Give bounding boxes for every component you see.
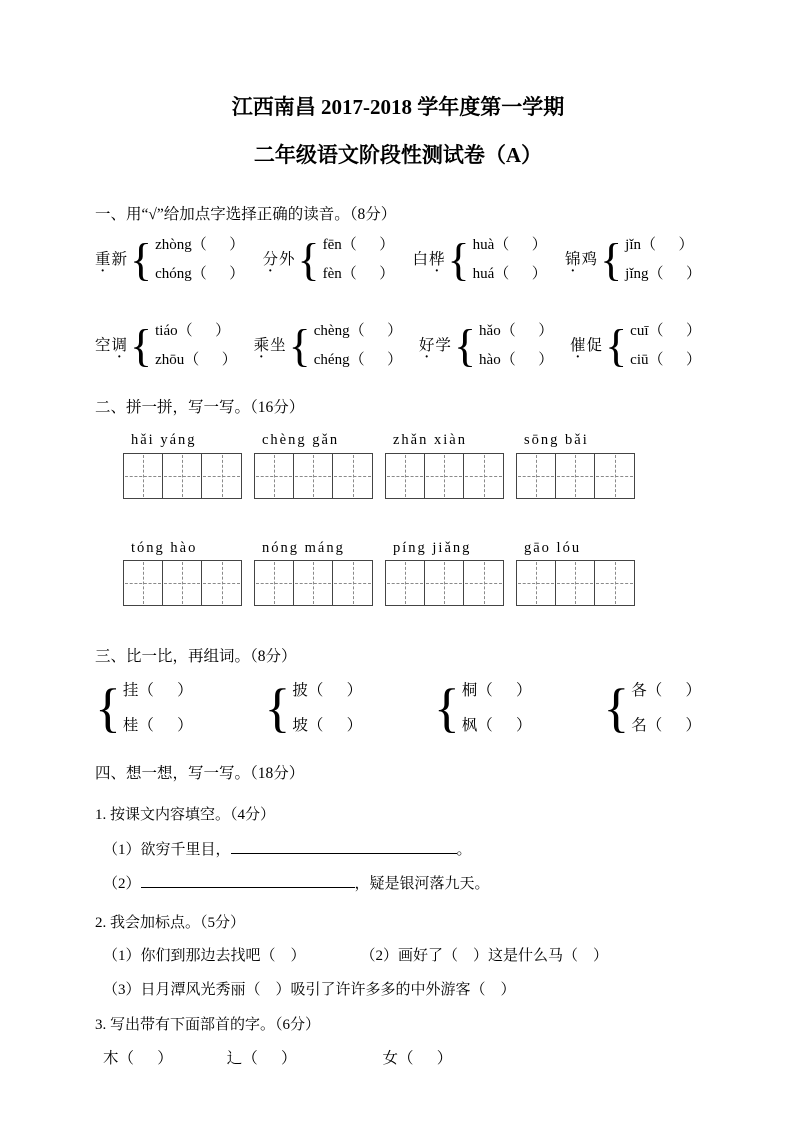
pinyin-write-item [516,539,635,607]
word-char: 重 [95,251,112,269]
pinyin-write-item [516,431,635,499]
fill-blank-line-2 [95,874,701,895]
writing-grid [385,453,504,499]
answer-blank-1 [231,840,457,854]
pinyin-choice-group [419,321,553,371]
target-word [419,335,452,357]
brace-glyph: { [130,234,153,286]
brace-glyph: { [264,678,291,739]
writing-cell [163,561,202,605]
compare-word: 披（ ） [292,681,363,699]
writing-cell [595,454,634,498]
compare-pair [434,680,532,737]
answer-blank-2 [141,874,355,888]
pinyin-options [314,321,402,371]
target-word [570,335,603,357]
writing-cell [255,454,294,498]
paper-title-line2: 二年级语文阶段性测试卷（A） [253,143,543,168]
pinyin-option: cuī（ ） [630,323,701,340]
pinyin-option: chéng（ ） [313,352,403,369]
writing-cell [202,454,241,498]
writing-grid [123,453,242,499]
compare-word: 名（ ） [631,717,701,735]
writing-cell [425,561,464,605]
pinyin-choice-group [254,321,402,371]
writing-cell [425,454,464,498]
brace-glyph: { [603,678,630,739]
pinyin-choice-group [570,321,701,371]
writing-cell [556,454,595,498]
pinyin-write-item [123,539,242,607]
word-char: 鸡 [581,251,599,269]
word-char: 白 [412,251,430,269]
pinyin-option: chèng（ ） [313,323,403,340]
fill-blank-1-suffix: 。 [456,841,472,858]
compare-word: 桐（ ） [461,681,532,699]
target-word [413,249,446,271]
word-char: 乘 [253,337,271,355]
pinyin-option: chóng（ ） [155,266,245,283]
compare-pair [603,680,701,737]
writing-cell [517,454,556,498]
pinyin-options [155,235,244,285]
word-char: 新 [111,251,129,269]
brace-glyph: { [130,320,153,372]
compare-pairs-row [95,680,701,737]
writing-grid [254,560,373,606]
pinyin-option: jǐng（ ） [625,266,701,283]
brace-glyph: { [447,234,470,286]
writing-cell [556,561,595,605]
pinyin-choice-group [95,321,237,371]
word-char: 促 [586,337,604,355]
compare-words [123,680,193,737]
writing-cell [517,561,556,605]
target-word [263,249,296,271]
pinyin-option: hǎo（ ） [479,323,554,340]
pinyin-option: fēn（ ） [322,237,395,254]
brace-glyph: { [95,678,121,739]
word-char: 调 [111,337,129,355]
compare-word: 挂（ ） [122,681,193,699]
pinyin-write-item [254,431,373,499]
pinyin-options [155,321,237,371]
word-char: 学 [435,337,452,355]
fill-blank-2-prefix: （2） [103,875,141,892]
pinyin-choice-row-1 [95,235,701,285]
word-char: 桦 [429,251,446,269]
pinyin-write-item [254,539,373,607]
section1-heading: 一、用“√”给加点字选择正确的读音。（8分） [95,205,397,223]
brace-glyph: { [453,320,477,372]
pinyin-options [323,235,395,285]
writing-grid [123,560,242,606]
brace-glyph: { [605,320,628,372]
pinyin-choice-group [263,235,395,285]
pinyin-option: zhōu（ ） [155,352,237,369]
pinyin-option: jǐn（ ） [625,237,694,254]
compare-pair [95,680,193,737]
pinyin-write-row-2 [95,539,701,607]
word-char: 空 [95,337,112,355]
pinyin-options [625,235,701,285]
fill-blank-line-1 [95,840,701,861]
pinyin-write-row-1 [95,431,701,499]
pinyin-label: sōng bǎi [524,431,589,448]
pinyin-option: tiáo（ ） [155,323,231,340]
target-word [95,249,128,271]
fill-blank-2-suffix: ，疑是银河落九天。 [354,875,490,892]
word-char: 坐 [270,337,287,355]
pinyin-choice-group [95,235,244,285]
target-word [254,335,287,357]
fill-blank-1-prefix: （1）欲穷千里目， [103,841,231,858]
section2-heading: 二、拼一拼，写一写。（16分） [95,399,305,417]
target-word [565,249,598,271]
pinyin-option: fèn（ ） [322,266,395,283]
word-char: 锦 [565,251,582,269]
section3-heading: 三、比一比，再组词。（8分） [95,648,297,666]
pinyin-choice-group [565,235,701,285]
writing-cell [294,454,333,498]
brace-glyph: { [288,320,311,372]
paper-title-line1: 江西南昌 2017-2018 学年度第一学期 [231,95,565,119]
radical-items-row [95,1048,701,1070]
writing-grid [385,560,504,606]
punctuation-item-2: （2）画好了（ ）这是什么马（ ） [360,947,609,964]
pinyin-choice-group [413,235,547,285]
pinyin-write-item [123,431,242,499]
radical-item: 辶（ ） [226,1049,297,1067]
compare-pair [264,680,362,737]
compare-words [292,680,362,737]
compare-word: 桂（ ） [122,717,193,735]
radical-item: 木（ ） [103,1049,173,1067]
brace-glyph: { [433,678,460,739]
writing-cell [386,561,425,605]
pinyin-label: chèng gǎn [262,431,340,448]
pinyin-option: zhòng（ ） [155,237,245,254]
word-char: 催 [570,337,587,355]
pinyin-label: gāo lóu [524,539,582,556]
pinyin-options [479,321,553,371]
sub1-heading: 1. 按课文内容填空。（4分） [95,806,276,823]
pinyin-write-item [385,539,504,607]
pinyin-label: hǎi yáng [131,431,197,448]
sub2-heading: 2. 我会加标点。（5分） [95,914,246,931]
compare-words [631,680,701,737]
writing-grid [254,453,373,499]
compare-word: 各（ ） [631,681,701,699]
pinyin-label: píng jiǎng [393,539,472,556]
writing-cell [255,561,294,605]
writing-cell [202,561,241,605]
pinyin-choice-row-2 [95,321,701,371]
brace-glyph: { [600,234,623,286]
pinyin-label: zhǎn xiàn [393,431,467,448]
pinyin-option: hào（ ） [479,352,554,369]
punctuation-line-2: （3）日月潭风光秀丽（ ）吸引了许许多多的中外游客（ ） [103,981,516,998]
word-char: 分 [262,251,280,269]
pinyin-options [630,321,701,371]
pinyin-option: huà（ ） [472,237,547,254]
punctuation-line-1 [95,946,701,967]
punctuation-item-1: （1）你们到那边去找吧（ ） [103,947,306,964]
writing-cell [124,561,163,605]
writing-cell [386,454,425,498]
section4-heading: 四、想一想，写一写。（18分） [95,765,305,783]
writing-cell [464,454,503,498]
pinyin-label: tóng hào [131,539,198,556]
writing-cell [294,561,333,605]
writing-cell [333,454,372,498]
pinyin-options [473,235,547,285]
pinyin-label: nóng máng [262,539,345,556]
sub3-heading: 3. 写出带有下面部首的字。（6分） [95,1016,321,1033]
writing-cell [124,454,163,498]
word-char: 外 [279,251,296,269]
compare-word: 坡（ ） [292,717,363,735]
pinyin-option: ciū（ ） [630,352,701,369]
target-word [95,335,128,357]
pinyin-write-item [385,431,504,499]
writing-grid [516,453,635,499]
writing-cell [464,561,503,605]
compare-words [462,680,532,737]
word-char: 好 [418,337,436,355]
writing-cell [333,561,372,605]
radical-item: 女（ ） [382,1049,453,1067]
pinyin-option: huá（ ） [472,266,547,283]
writing-grid [516,560,635,606]
brace-glyph: { [297,234,320,286]
writing-cell [163,454,202,498]
writing-cell [595,561,634,605]
compare-word: 枫（ ） [461,717,532,735]
